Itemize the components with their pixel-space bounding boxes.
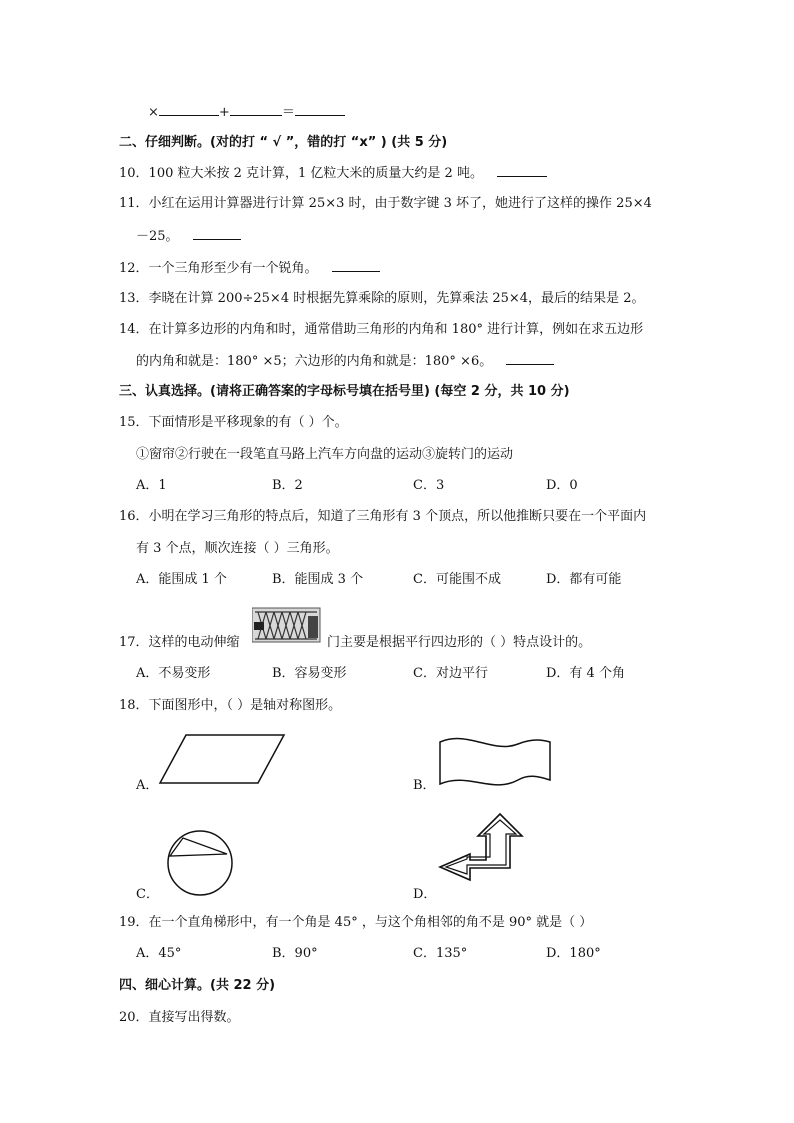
option-a[interactable]: A．45° [136, 946, 182, 961]
fill-in-expression [148, 103, 345, 122]
question-10-text: 10．100 粒大米按 2 克计算，1 亿粒大米的质量大约是 2 吨。 [119, 166, 483, 181]
option-a[interactable]: A．不易变形 [136, 666, 211, 681]
question-17-text-a: 17．这样的电动伸缩 [119, 635, 240, 650]
question-16-line1: 16．小明在学习三角形的特点后，知道了三角形有 3 个顶点，所以他推断只要在一个平面内 [119, 509, 647, 524]
option-c[interactable]: C．135° [413, 946, 468, 961]
question-18: 18．下面图形中，（ ）是轴对称图形。 [119, 698, 342, 713]
question-14-text: 的内角和就是：180° ×5；六边形的内角和就是：180° ×6。 [136, 354, 493, 369]
question-15-items: ①窗帘②行驶在一段笔直马路上汽车方向盘的运动③旋转门的运动 [136, 447, 514, 462]
option-d[interactable]: D．0 [546, 478, 578, 493]
section-3-title: 三、认真选择。(请将正确答案的字母标号填在括号里) (每空 2 分，共 10 分) [119, 384, 570, 399]
figure-label-a[interactable]: A． [136, 778, 159, 793]
question-14-line1: 14．在计算多边形的内角和时，通常借助三角形的内角和 180° 进行计算，例如在求五边形 [119, 322, 644, 337]
question-12-text: 12．一个三角形至少有一个锐角。 [119, 261, 318, 276]
question-10 [119, 164, 547, 183]
question-11-line2 [136, 227, 241, 246]
question-19: 19．在一个直角梯形中，有一个角是 45° ，与这个角相邻的角不是 90° 就是（ ） [119, 915, 593, 930]
figure-label-d[interactable]: D． [413, 887, 437, 902]
question-17-text-b: 门主要是根据平行四边形的（ ）特点设计的。 [327, 635, 592, 650]
answer-blank[interactable] [193, 227, 241, 240]
times-sign: × [148, 105, 159, 120]
option-c[interactable]: C．可能围不成 [413, 572, 501, 587]
question-20: 20．直接写出得数。 [119, 1010, 240, 1025]
parallelogram-figure [158, 733, 288, 787]
option-c[interactable]: C．3 [413, 478, 445, 493]
question-11-text: －25。 [136, 229, 179, 244]
option-b[interactable]: B．容易变形 [272, 666, 347, 681]
option-b[interactable]: B．90° [272, 946, 318, 961]
option-d[interactable]: D．有 4 个角 [546, 666, 625, 681]
question-15: 15．下面情形是平移现象的有（ ）个。 [119, 415, 348, 430]
wavy-banner-figure [438, 736, 554, 792]
question-12 [119, 259, 380, 278]
question-16-line2: 有 3 个点，顺次连接（ ）三角形。 [136, 541, 339, 556]
figure-label-c[interactable]: C． [136, 887, 159, 902]
answer-blank[interactable] [295, 103, 345, 116]
option-a[interactable]: A．1 [136, 478, 167, 493]
figure-label-b[interactable]: B． [413, 778, 436, 793]
section-2-title: 二、仔细判断。(对的打 “ √ ”，错的打 “x” ) (共 5 分) [119, 135, 448, 150]
option-b[interactable]: B．2 [272, 478, 303, 493]
question-14-line2 [136, 352, 554, 371]
answer-blank[interactable] [506, 352, 554, 365]
section-4-title: 四、细心计算。(共 22 分) [119, 978, 276, 993]
circle-triangle-figure [165, 828, 235, 898]
question-11-line1: 11．小红在运用计算器进行计算 25×3 时，由于数字键 3 坏了，她进行了这样的操作 25×4 [119, 196, 652, 211]
answer-blank[interactable] [230, 103, 282, 116]
option-d[interactable]: D．都有可能 [546, 572, 622, 587]
option-a[interactable]: A．能围成 1 个 [136, 572, 227, 587]
question-13: 13．李晓在计算 200÷25×4 时根据先算乘除的原则，先算乘法 25×4，最后的结果是 2。 [119, 291, 645, 306]
equals-sign: ＝ [281, 105, 295, 120]
electric-gate-image [252, 606, 322, 644]
answer-blank[interactable] [497, 164, 547, 177]
answer-blank[interactable] [332, 259, 380, 272]
option-d[interactable]: D．180° [546, 946, 601, 961]
answer-blank[interactable] [159, 103, 219, 116]
plus-sign: + [218, 105, 230, 120]
option-b[interactable]: B．能围成 3 个 [272, 572, 364, 587]
option-c[interactable]: C．对边平行 [413, 666, 488, 681]
bent-arrow-figure [436, 810, 526, 896]
